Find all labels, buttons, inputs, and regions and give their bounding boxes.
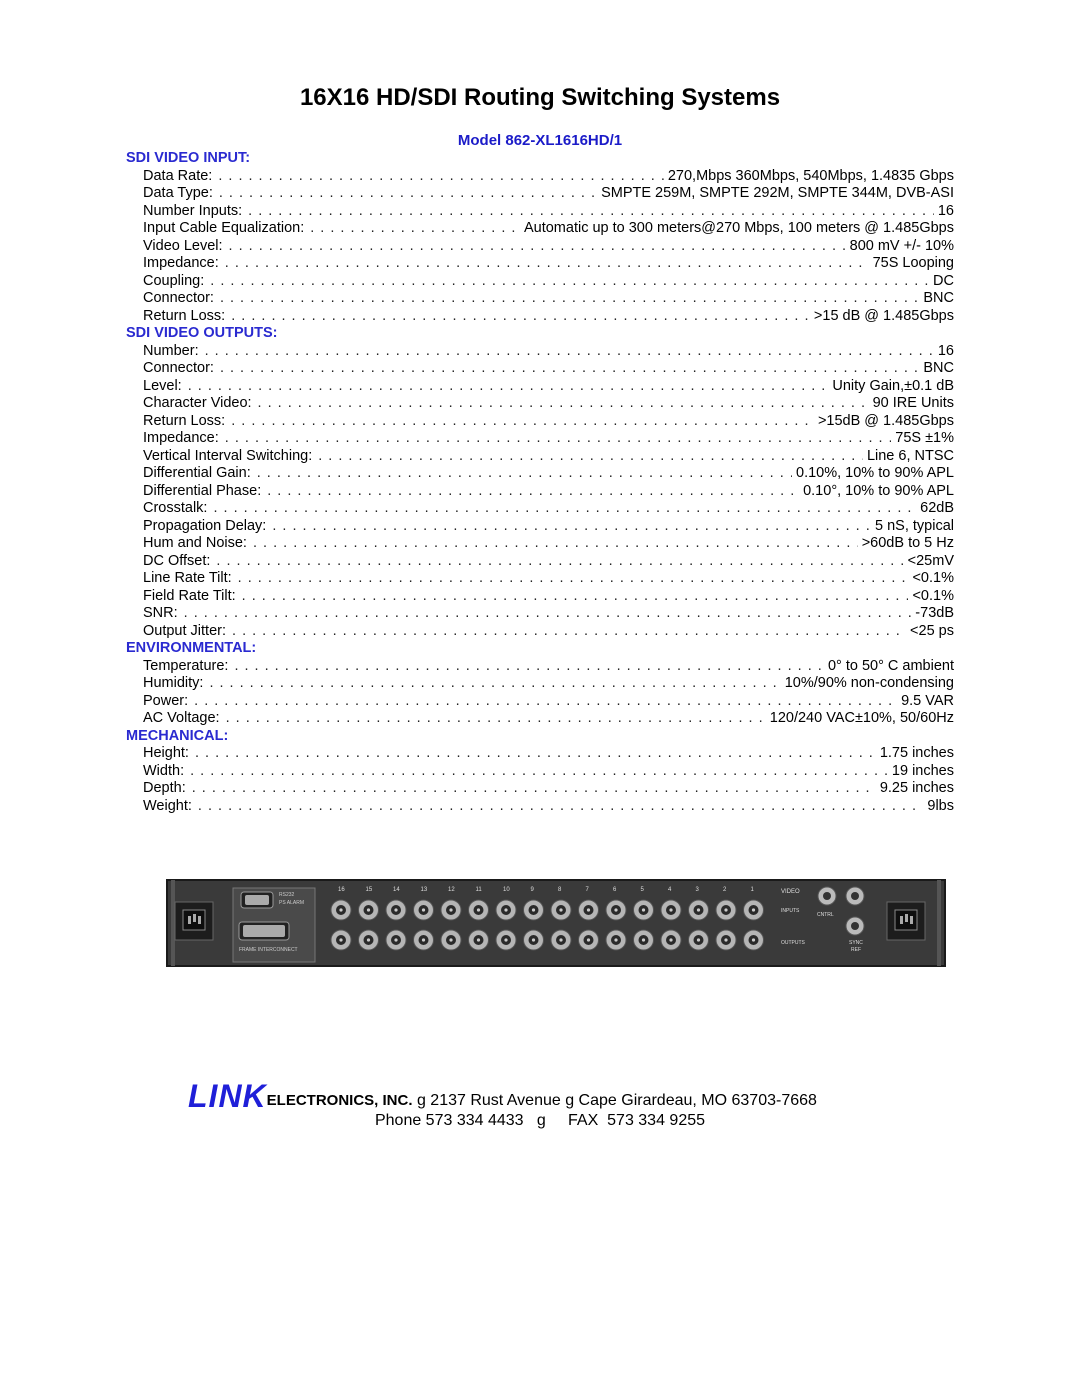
- spec-value: >15 dB @ 1.485Gbps: [813, 307, 954, 324]
- spec-row: [126, 570, 954, 588]
- spec-row: [126, 710, 954, 728]
- output-bnc-icon: [496, 930, 516, 950]
- page-title: 16X16 HD/SDI Routing Switching Systems: [299, 84, 781, 111]
- dot-leader: [186, 378, 829, 396]
- spec-value: 16: [937, 342, 954, 359]
- input-bnc-icon: [579, 900, 599, 920]
- dot-leader: [265, 483, 799, 501]
- spec-row: [126, 343, 954, 361]
- channel-number: 16: [338, 887, 345, 893]
- spec-row: [126, 483, 954, 501]
- dot-leader: [216, 168, 664, 186]
- spec-value: 120/240 VAC±10%, 50/60Hz: [769, 710, 954, 726]
- spec-row: [126, 675, 954, 693]
- spec-label: Input Cable Equalization:: [143, 220, 305, 236]
- dot-leader: [208, 273, 929, 291]
- dot-leader: [255, 465, 792, 483]
- channel-number: 3: [695, 887, 699, 893]
- dot-leader: [203, 343, 934, 361]
- output-bnc-icon: [331, 930, 351, 950]
- channel-number: 11: [475, 887, 482, 893]
- spec-label: Temperature:: [143, 657, 229, 674]
- dot-leader: [193, 745, 876, 763]
- spec-label: Number Inputs:: [143, 202, 243, 219]
- output-bnc-icon: [716, 930, 736, 950]
- frame-interconnect-connector-icon: [239, 922, 289, 940]
- spec-row: [126, 553, 954, 571]
- spec-label: Weight:: [143, 797, 192, 814]
- spec-row: [126, 500, 954, 518]
- spec-row: [126, 220, 954, 238]
- dot-leader: [229, 308, 810, 326]
- spec-label: Connector:: [143, 290, 214, 306]
- output-bnc-icon: [744, 930, 764, 950]
- spec-value: 0.10%, 10% to 90% APL: [796, 465, 954, 481]
- spec-label: Connector:: [143, 360, 214, 376]
- dot-leader: [236, 570, 909, 588]
- output-bnc-icon: [386, 930, 406, 950]
- spec-label: Humidity:: [143, 675, 204, 691]
- spec-label: DC Offset:: [143, 552, 211, 569]
- spec-row: [126, 255, 954, 273]
- channel-number: 14: [393, 887, 400, 893]
- spec-label: Depth:: [143, 780, 186, 796]
- channel-number: 7: [585, 887, 589, 893]
- channel-number: 2: [723, 887, 727, 893]
- spec-label: Character Video:: [143, 395, 252, 411]
- output-bnc-icon: [579, 930, 599, 950]
- spec-row: [126, 623, 954, 641]
- input-bnc-icon: [551, 900, 571, 920]
- dot-leader: [270, 518, 871, 536]
- spec-value: 9.25 inches: [879, 780, 954, 796]
- spec-label: Data Rate:: [143, 167, 213, 184]
- spec-label: Hum and Noise:: [143, 535, 247, 551]
- dot-leader: [308, 220, 520, 238]
- spec-row: [126, 605, 954, 623]
- dot-leader: [218, 290, 919, 308]
- dot-leader: [214, 553, 903, 571]
- input-bnc-icon: [331, 900, 351, 920]
- dot-leader: [316, 448, 863, 466]
- cntrl-label: CNTRL: [817, 912, 834, 918]
- power-inlet-left-icon: [175, 902, 213, 940]
- model-number: Model 862-XL1616HD/1: [457, 132, 623, 149]
- output-bnc-icon: [551, 930, 571, 950]
- spec-value: SMPTE 259M, SMPTE 292M, SMPTE 344M, DVB-ASI: [601, 185, 954, 201]
- spec-value: 9.5 VAR: [901, 692, 954, 709]
- spec-value: 5 nS, typical: [875, 517, 954, 534]
- spec-row: [126, 238, 954, 256]
- spec-row: [126, 763, 954, 781]
- input-bnc-icon: [661, 900, 681, 920]
- spec-label: Return Loss:: [143, 412, 226, 429]
- channel-number: 5: [640, 887, 644, 893]
- dot-leader: [207, 675, 780, 693]
- dot-leader: [240, 588, 909, 606]
- dot-leader: [224, 710, 766, 728]
- spec-row: [126, 360, 954, 378]
- spec-value: 75S Looping: [872, 255, 954, 271]
- spec-row: [126, 518, 954, 536]
- input-bnc-icon: [441, 900, 461, 920]
- spec-label: Crosstalk:: [143, 500, 208, 516]
- dot-leader: [223, 430, 891, 448]
- spec-row: [126, 395, 954, 413]
- dot-leader: [192, 693, 897, 711]
- spec-label: Impedance:: [143, 430, 219, 446]
- spec-row: [126, 430, 954, 448]
- spec-row: [126, 413, 954, 431]
- spec-value: 800 mV +/- 10%: [849, 237, 954, 254]
- power-inlet-right-icon: [887, 902, 925, 940]
- ps-alarm-label: PS ALARM: [279, 900, 305, 906]
- spec-value: 270,Mbps 360Mbps, 540Mbps, 1.4835 Gbps: [667, 167, 954, 184]
- spec-value: <25mV: [907, 552, 954, 569]
- spec-value: 0.10°, 10% to 90% APL: [803, 482, 954, 499]
- spec-value: 1.75 inches: [879, 745, 954, 761]
- input-bnc-icon: [386, 900, 406, 920]
- spec-row: [126, 745, 954, 763]
- spec-value: 0° to 50° C ambient: [827, 657, 954, 674]
- spec-value: 75S ±1%: [895, 430, 954, 446]
- sync-label: SYNC: [849, 940, 863, 946]
- dot-leader: [246, 203, 934, 221]
- spec-row: [126, 588, 954, 606]
- channel-number: 13: [420, 887, 428, 893]
- spec-row: [126, 308, 954, 326]
- spec-value: <0.1%: [912, 570, 954, 586]
- spec-row: [126, 203, 954, 221]
- spec-list: [126, 150, 954, 815]
- company-contact: Phone 573 334 4433 g FAX 573 334 9255: [374, 1112, 706, 1129]
- spec-label: Differential Phase:: [143, 482, 262, 499]
- section-heading: MECHANICAL:: [126, 727, 229, 744]
- channel-number: 12: [448, 887, 455, 893]
- dot-leader: [227, 238, 846, 256]
- spec-row: [126, 798, 954, 816]
- spec-row: [126, 465, 954, 483]
- rs232-label: RS232: [279, 892, 295, 898]
- spec-value: -73dB: [915, 605, 954, 621]
- output-bnc-icon: [661, 930, 681, 950]
- dot-leader: [251, 535, 858, 553]
- output-bnc-icon: [606, 930, 626, 950]
- dot-leader: [182, 605, 912, 623]
- spec-label: Return Loss:: [143, 307, 226, 324]
- dot-leader: [223, 255, 869, 273]
- spec-label: Height:: [143, 745, 189, 761]
- spec-value: 62dB: [920, 500, 954, 516]
- spec-value: >60dB to 5 Hz: [861, 535, 954, 551]
- spec-row: [126, 535, 954, 553]
- spec-label: Video Level:: [143, 237, 223, 254]
- channel-number: 8: [558, 887, 562, 893]
- link-logo: LINK: [188, 1078, 267, 1114]
- rear-panel-photo: [127, 874, 973, 970]
- dot-leader: [190, 780, 876, 798]
- spec-label: Vertical Interval Switching:: [143, 447, 313, 464]
- spec-label: Power:: [143, 692, 189, 709]
- dot-leader: [196, 798, 923, 816]
- dot-leader: [188, 763, 888, 781]
- input-bnc-icon: [359, 900, 379, 920]
- output-bnc-icon: [634, 930, 654, 950]
- spec-row: [126, 780, 954, 798]
- spec-row: [126, 378, 954, 396]
- company-address-line: [188, 1078, 948, 1115]
- dot-leader: [232, 658, 824, 676]
- output-bnc-icon: [469, 930, 489, 950]
- section-heading: SDI VIDEO INPUT:: [126, 150, 251, 166]
- channel-number: 6: [613, 887, 617, 893]
- dot-leader: [217, 185, 597, 203]
- channel-number: 9: [530, 887, 534, 893]
- dot-leader: [218, 360, 919, 378]
- spec-value: 10%/90% non-condensing: [784, 675, 954, 691]
- spec-label: SNR:: [143, 605, 178, 621]
- input-bnc-icon: [606, 900, 626, 920]
- output-bnc-icon: [414, 930, 434, 950]
- spec-label: Output Jitter:: [143, 622, 227, 639]
- spec-value: Line 6, NTSC: [866, 447, 954, 464]
- spec-label: Line Rate Tilt:: [143, 570, 232, 586]
- spec-label: Coupling:: [143, 272, 205, 289]
- ref-label: REF: [851, 947, 861, 953]
- spec-value: Automatic up to 300 meters@270 Mbps, 100 meters @ 1.485Gbps: [523, 220, 954, 236]
- output-bnc-icon: [524, 930, 544, 950]
- channel-number: 15: [365, 887, 373, 893]
- input-bnc-icon: [744, 900, 764, 920]
- input-bnc-icon: [716, 900, 736, 920]
- spec-value: <25 ps: [910, 622, 954, 639]
- spec-row: [126, 658, 954, 676]
- output-bnc-icon: [359, 930, 379, 950]
- spec-label: Propagation Delay:: [143, 517, 267, 534]
- output-bnc-icon: [441, 930, 461, 950]
- spec-label: Number:: [143, 342, 199, 359]
- spec-value: >15dB @ 1.485Gbps: [817, 412, 954, 429]
- channel-number: 4: [668, 887, 672, 893]
- spec-row: [126, 693, 954, 711]
- input-bnc-icon: [496, 900, 516, 920]
- input-bnc-icon: [469, 900, 489, 920]
- spec-label: Data Type:: [143, 185, 213, 201]
- inputs-label: INPUTS: [781, 908, 800, 914]
- spec-label: Differential Gain:: [143, 465, 251, 481]
- spec-value: BNC: [923, 290, 954, 306]
- spec-row: [126, 185, 954, 203]
- output-bnc-icon: [689, 930, 709, 950]
- rs232-connector-icon: [241, 892, 273, 908]
- dot-leader: [230, 623, 906, 641]
- spec-value: BNC: [923, 360, 954, 376]
- dot-leader: [256, 395, 869, 413]
- spec-value: <0.1%: [912, 587, 954, 604]
- company-name: ELECTRONICS, INC.: [266, 1092, 413, 1109]
- spec-value: Unity Gain,±0.1 dB: [832, 377, 954, 394]
- spec-row: [126, 448, 954, 466]
- spec-value: 9lbs: [927, 797, 954, 814]
- input-bnc-icon: [414, 900, 434, 920]
- outputs-label: OUTPUTS: [781, 940, 805, 946]
- spec-value: 19 inches: [891, 762, 954, 779]
- input-bnc-icon: [524, 900, 544, 920]
- section-heading: ENVIRONMENTAL:: [126, 640, 257, 656]
- spec-value: 90 IRE Units: [872, 395, 954, 411]
- spec-row: [126, 273, 954, 291]
- spec-row: [126, 290, 954, 308]
- spec-label: Field Rate Tilt:: [143, 587, 236, 604]
- spec-label: AC Voltage:: [143, 710, 220, 726]
- frame-interconnect-label: FRAME INTERCONNECT: [239, 947, 298, 953]
- channel-number: 1: [750, 887, 754, 893]
- spec-value: DC: [933, 272, 954, 289]
- input-bnc-icon: [689, 900, 709, 920]
- section-heading: SDI VIDEO OUTPUTS:: [126, 325, 278, 341]
- input-bnc-icon: [634, 900, 654, 920]
- channel-number: 10: [503, 887, 510, 893]
- spec-label: Level:: [143, 377, 182, 394]
- company-address: g 2137 Rust Avenue g Cape Girardeau, MO 63703-7668: [412, 1092, 817, 1109]
- dot-leader: [211, 500, 916, 518]
- spec-value: 16: [937, 202, 954, 219]
- spec-row: [126, 168, 954, 186]
- dot-leader: [229, 413, 814, 431]
- spec-label: Impedance:: [143, 255, 219, 271]
- video-label: VIDEO: [781, 889, 800, 895]
- spec-label: Width:: [143, 762, 185, 779]
